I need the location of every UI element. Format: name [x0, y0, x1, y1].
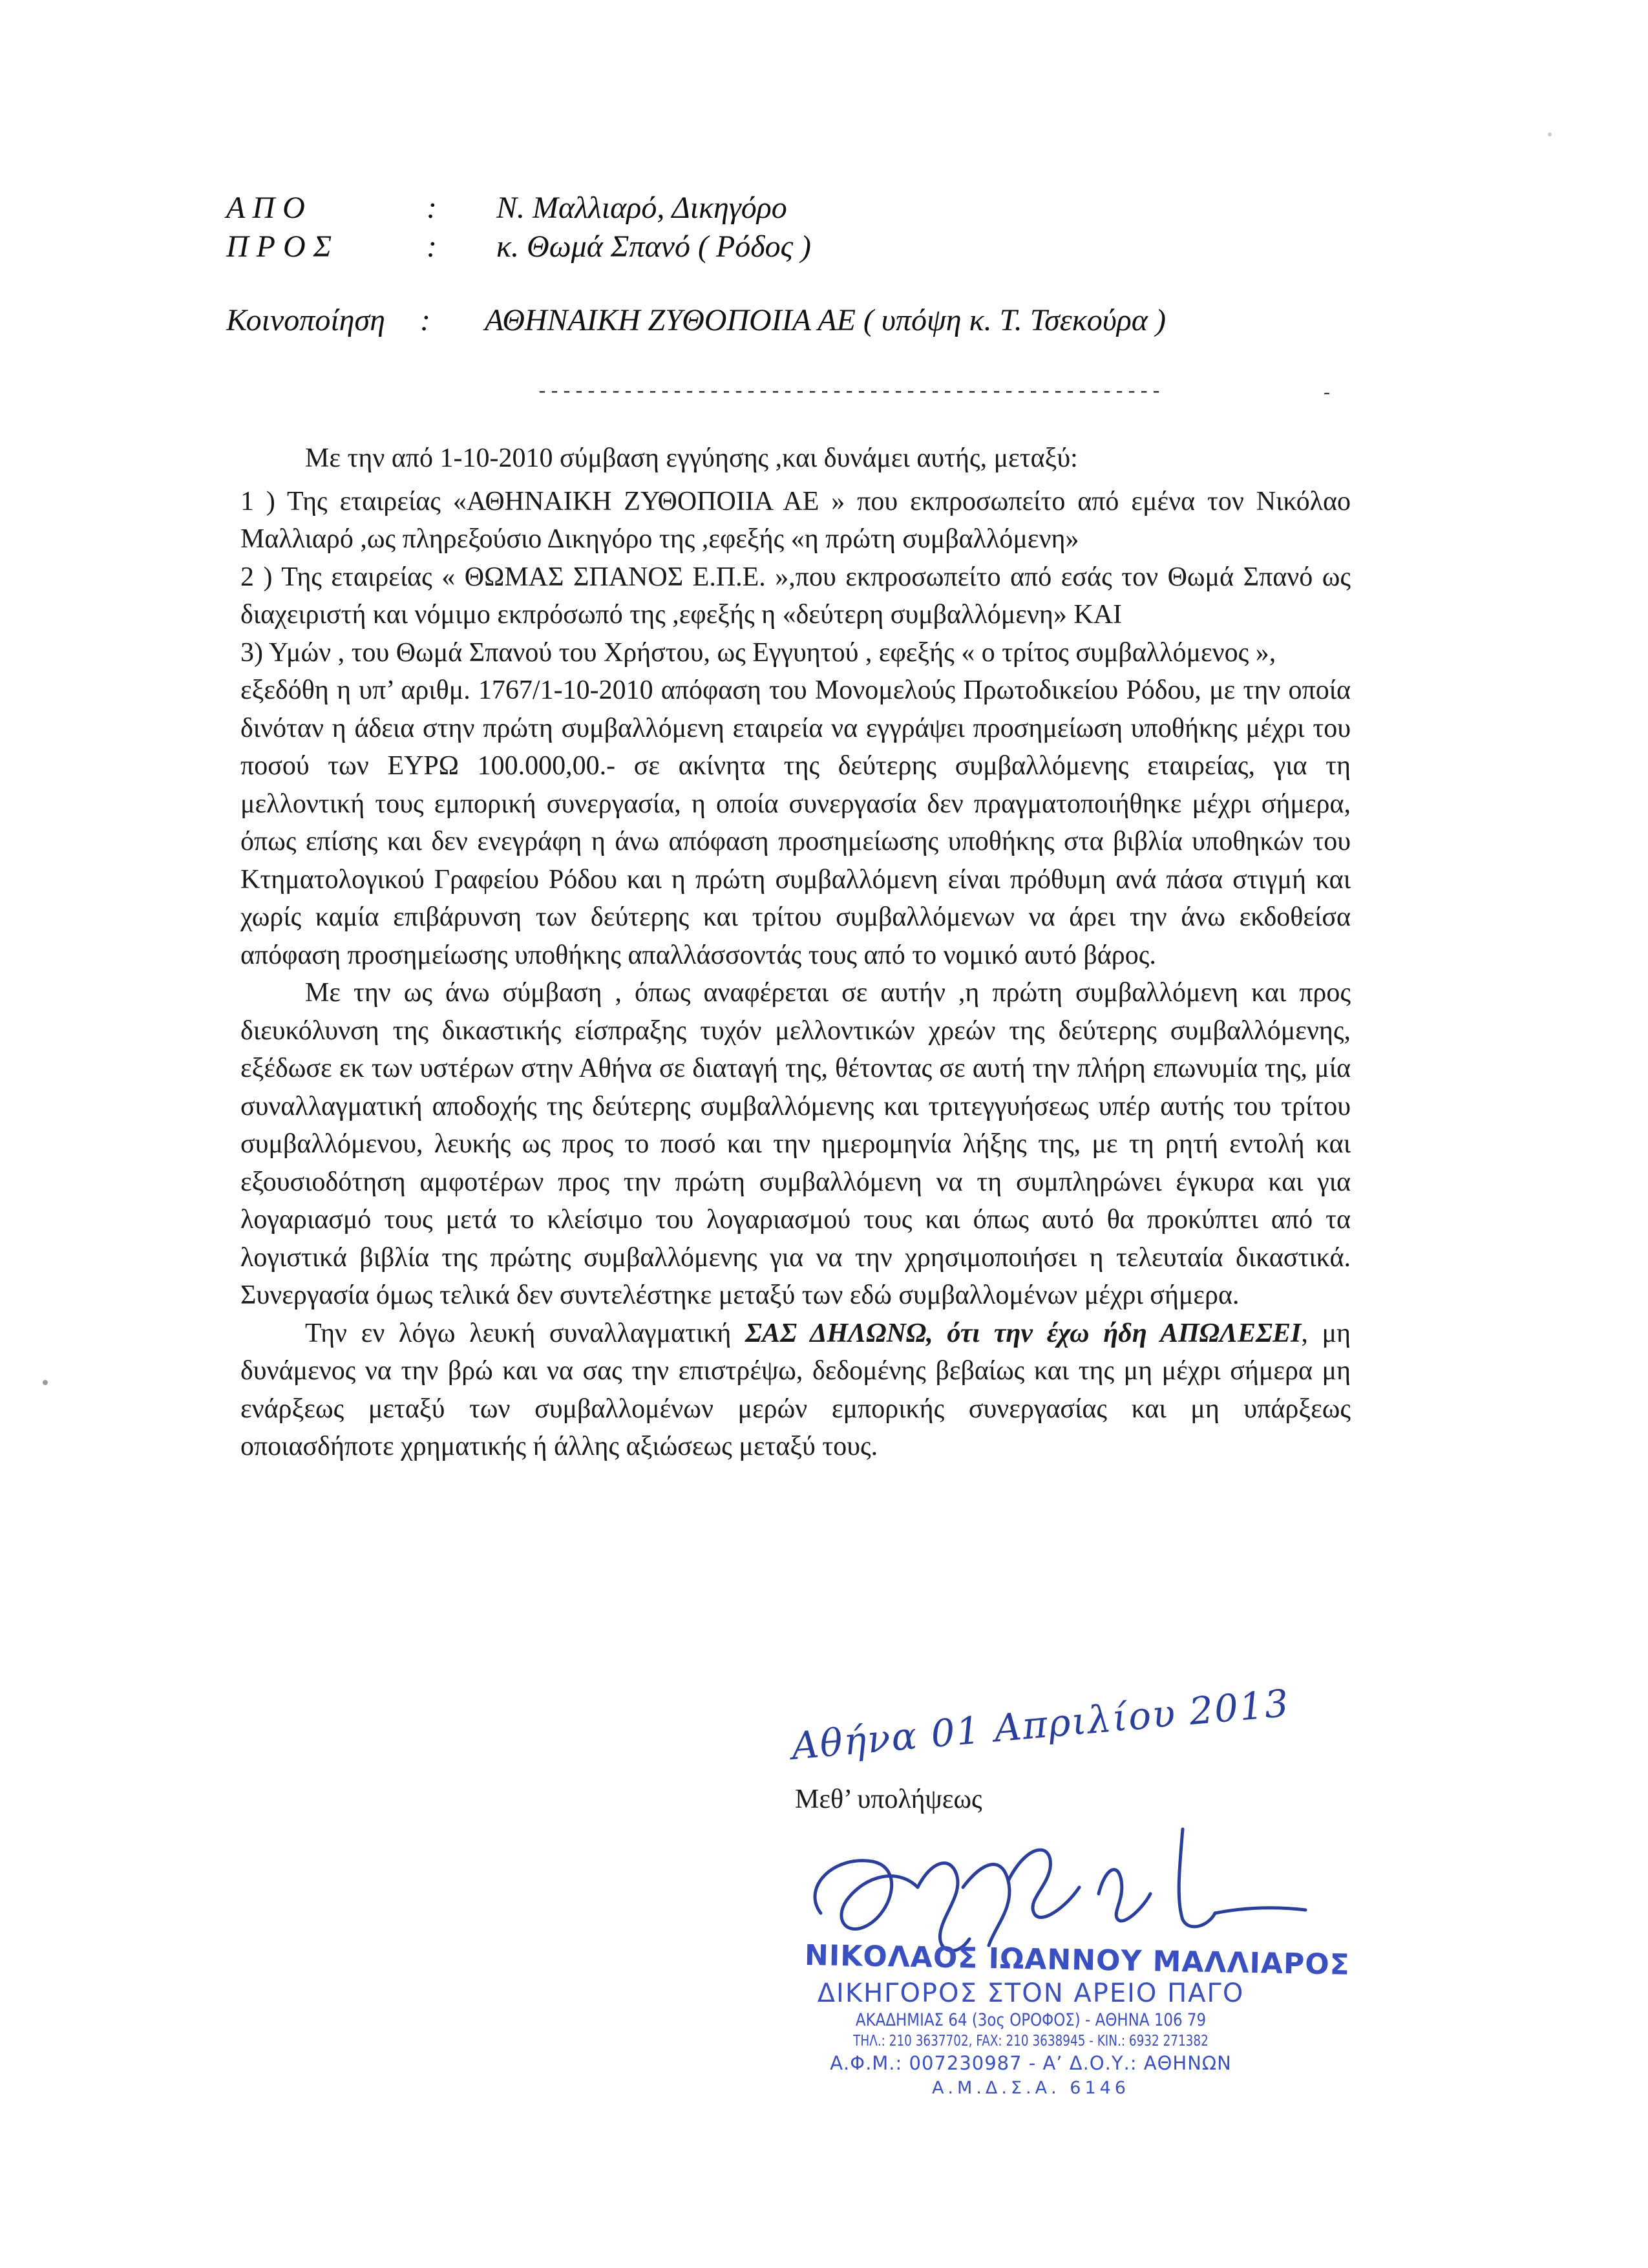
declaration-paragraph [240, 1315, 1351, 1466]
contract-paragraph: Με την ως άνω σύμβαση , όπως αναφέρεται σε αυτήν ,η πρώτη συμβαλλόμενη και προς διευκόλυνση της δικαστικής είσπραξης τυχόν μελλοντικών χρεών της δεύτερης συμβαλλόμενης, εξέδωσε εκ των υστέρων στην Αθήνα σε διαταγή της, θέτοντας σε αυτή την πλήρη επωνυμία της, μία συναλλαγματική αποδοχής της δεύτερης συμβαλλόμενης και τριτεγγυήσεως υπέρ αυτής του τρίτου συμβαλλόμενου, λευκής ως προς το ποσό και την ημερομηνία λήξης της, με τη ρητή εντολή και εξουσιοδότηση αμφοτέρων προς την πρώτη συμβαλλόμενη να τη συμπληρώνει έγκυρα και για λογαριασμό τους μετά το κλείσιμο του λογαριασμού τους και όπως αυτό θα προκύπτει από τα λογιστικά βιβλία της πρώτης συμβαλλόμενης για να την χρησιμοποιήσει η τελευταία δικαστικά. Συνεργασία όμως τελικά δεν συντελέστηκε μεταξύ των εδώ συμβαλλομένων μέχρι σήμερα. [240, 978, 1351, 1310]
cc-colon: : [420, 303, 430, 337]
decision-paragraph: εξεδόθη η υπ’ αριθμ. 1767/1-10-2010 απόφαση του Μονομελούς Πρωτοδικείου Ρόδου, με την οποία δινόταν η άδεια στην πρώτη συμβαλλόμενη εταιρεία να εγγράψει προσημείωση υποθήκης μέχρι του ποσού των ΕΥΡΩ 100.000,00.- σε ακίνητα της δεύτερης συμβαλλόμενης εταιρείας, για τη μελλοντική τους εμπορική συνεργασία, η οποία συνεργασία δεν πραγματοποιήθηκε μέχρι σήμερα, όπως επίσης και δεν ενεγράφη η άνω απόφαση προσημείωσης υποθήκης στα βιβλία υποθηκών του Κτηματολογικού Γραφείου Ρόδου και η πρώτη συμβαλλόμενη είναι πρόθυμη ανά πάσα στιγμή και χωρίς καμία επιβάρυνση των δεύτερης και τρίτου συμβαλλόμενων να άρει την άνω εκδοθείσα απόφαση προσημείωσης υποθήκης απαλλάσσοντάς τους από το νομικό αυτό βάρος. [240, 675, 1351, 970]
declaration-start: Την εν λόγω λευκή συναλλαγματική [305, 1318, 746, 1348]
to-colon: : [427, 229, 437, 264]
letter-body [240, 440, 1351, 1466]
to-label: Π Ρ Ο Σ [226, 229, 332, 264]
from-row [226, 189, 787, 228]
declaration-end: , μη δυνάμενος να την βρώ και να σας την επιστρέψω, δεδομένης βεβαίως και της μη μέχρι σήμερα μη ενάρξεως μεταξύ των συμβαλλομένων μερών εμπορικής συνεργασίας και μη υπάρξεως οποιασδήποτε χρηματικής ή άλλης αξιώσεως μεταξύ τους. [240, 1318, 1351, 1461]
scan-speck [43, 1380, 48, 1385]
from-value: Ν. Μαλλιαρό, Δικηγόρο [496, 191, 787, 225]
cc-value: ΑΘΗΝΑΙΚΗ ΖΥΘΟΠΟΙΙΑ ΑΕ ( υπόψη κ. Τ. Τσεκούρα ) [485, 303, 1166, 337]
separator-line: --------------------------------------------------- [536, 381, 1163, 403]
closing-regards: Μεθ’ υπολήψεως [795, 1785, 982, 1814]
lawyer-stamp [804, 1938, 1351, 2098]
to-row [226, 228, 812, 266]
scan-speck [1548, 132, 1552, 136]
stamp-bar-id: Α.Μ.Δ.Σ.Α. 6146 [932, 2078, 1130, 2098]
handwritten-date: Αθήνα 01 Απριλίου 2013 [790, 1680, 1292, 1768]
stamp-address: ΑΚΑΔΗΜΙΑΣ 64 (3ος ΟΡΟΦΟΣ) - ΑΘΗΝΑ 106 79 [855, 2010, 1207, 2030]
cc-label: Κοινοποίηση [226, 303, 385, 337]
stamp-title: ΔΙΚΗΓΟΡΟΣ ΣΤΟΝ ΑΡΕΙΟ ΠΑΓΟ [817, 1978, 1245, 2008]
from-label: Α Π Ο [226, 191, 305, 225]
declaration-emphasis: ΣΑΣ ΔΗΛΩΝΩ, ότι την έχω ήδη ΑΠΩΛΕΣΕΙ [745, 1318, 1302, 1348]
party-3-paragraph: 3) Υμών , του Θωμά Σπανού του Χρήστου, ως Εγγυητού , εφεξής « ο τρίτος συμβαλλόμενος », [240, 637, 1276, 668]
from-colon: : [427, 191, 437, 225]
intro-paragraph: Με την από 1-10-2010 σύμβαση εγγύησης ,και δυνάμει αυτής, μεταξύ: [305, 443, 1078, 473]
cc-row [226, 301, 1166, 340]
party-1-paragraph: 1 ) Της εταιρείας «ΑΘΗΝΑΙΚΗ ΖΥΘΟΠΟΙΙΑ ΑΕ » που εκπροσωπείτο από εμένα τον Νικόλαο Μαλλιαρό ,ως πληρεξούσιο Δικηγόρο της ,εφεξής «η πρώτη συμβαλλόμενη» [240, 486, 1351, 554]
separator-mark: - [1324, 381, 1330, 403]
to-value: κ. Θωμά Σπανό ( Ρόδος ) [496, 229, 812, 264]
stamp-tax: Α.Φ.Μ.: 007230987 - Α’ Δ.Ο.Υ.: ΑΘΗΝΩΝ [830, 2052, 1232, 2074]
stamp-phones: ΤΗΛ.: 210 3637702, FAX: 210 3638945 - ΚΙΝ.: 6932 271382 [853, 2033, 1209, 2050]
stamp-name: ΝΙΚΟΛΑΟΣ ΙΩΑΝΝΟΥ ΜΑΛΛΙΑΡΟΣ [804, 1938, 1351, 1982]
party-2-paragraph: 2 ) Της εταιρείας « ΘΩΜΑΣ ΣΠΑΝΟΣ Ε.Π.Ε. »,που εκπροσωπείτο από εσάς τον Θωμά Σπανό ως διαχειριστή και νόμιμο εκπρόσωπό της ,εφεξής η «δεύτερη συμβαλλόμενη» ΚΑΙ [240, 562, 1351, 630]
